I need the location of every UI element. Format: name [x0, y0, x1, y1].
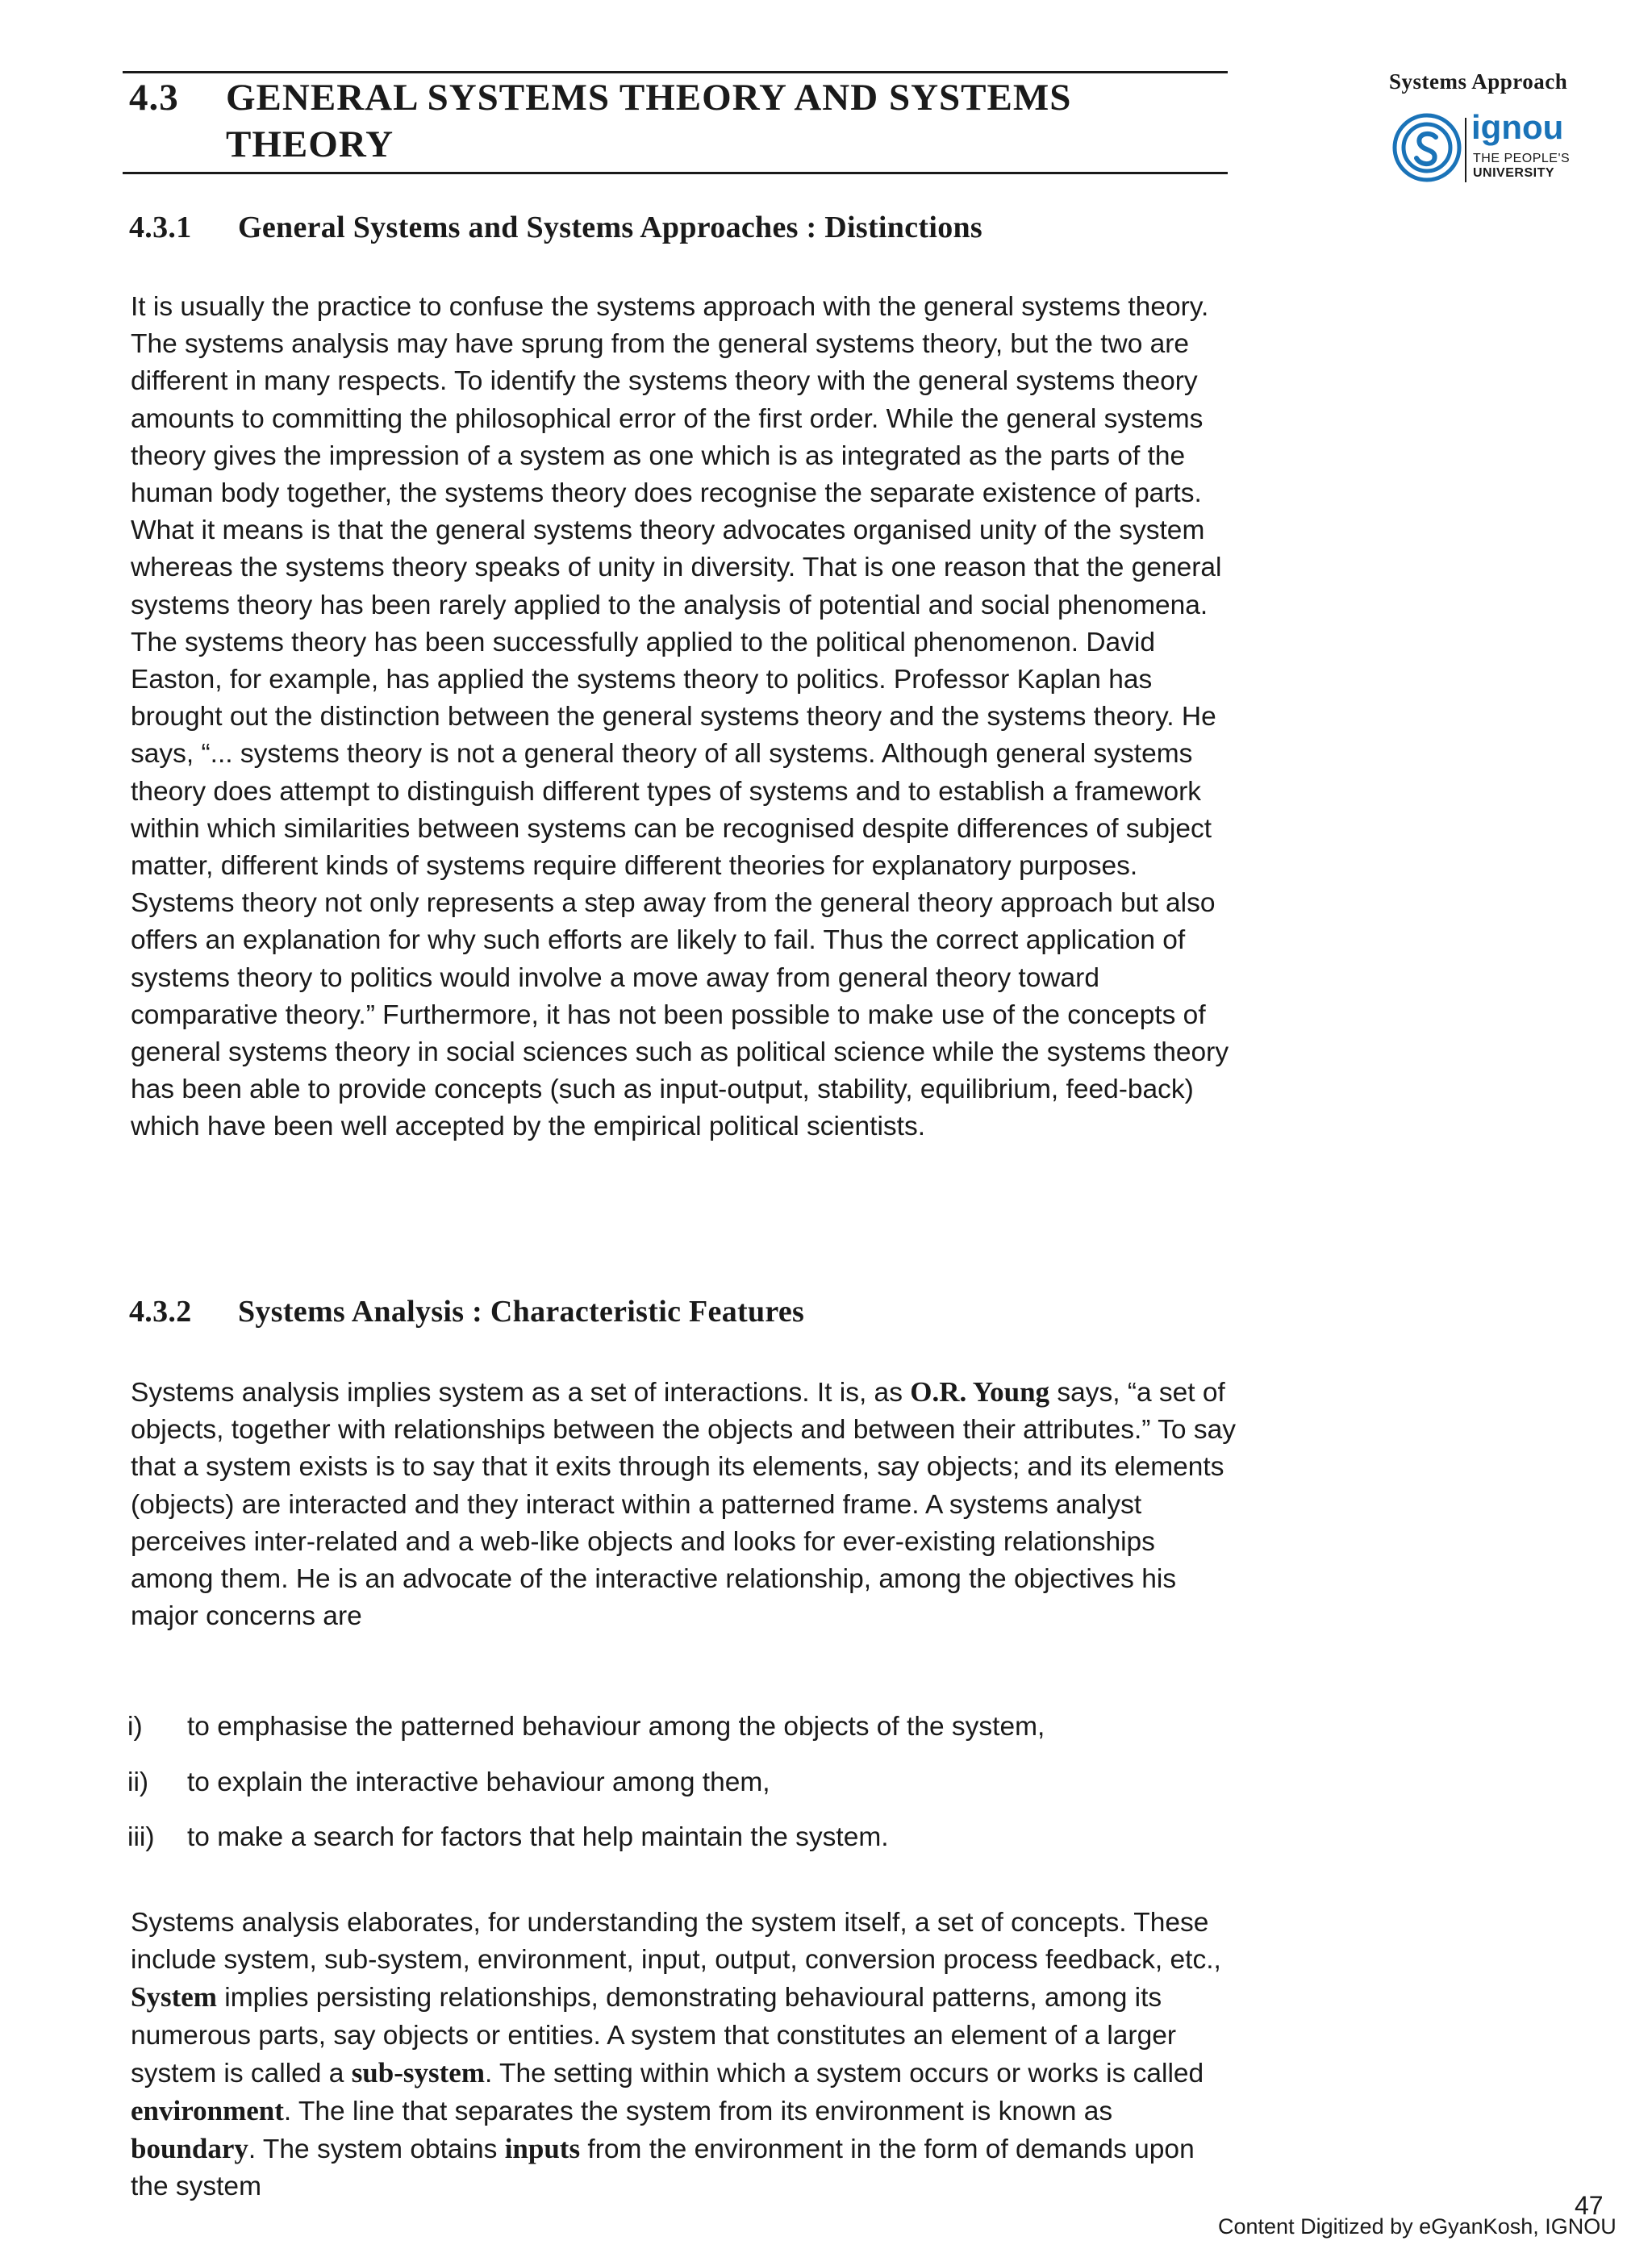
logo-divider: [1465, 118, 1466, 182]
section-title: General Systems and Systems Approaches : Distinctions: [238, 211, 983, 244]
list-item: [127, 1764, 1241, 1820]
bold-term: O.R. Young: [910, 1376, 1050, 1408]
list-item: [127, 1709, 1241, 1764]
section-heading-4-3-2: [129, 1294, 804, 1329]
logo-tagline-1: THE PEOPLE'S: [1473, 152, 1571, 165]
chapter-heading: [129, 74, 1242, 168]
bold-term: inputs: [504, 2133, 581, 2165]
text-run: Systems analysis implies system as a set of interactions. It is, as: [131, 1378, 911, 1408]
bold-term: System: [131, 1981, 217, 2013]
list-marker: iii): [127, 1822, 155, 1852]
page-number: 47: [1575, 2191, 1604, 2220]
ignou-emblem-icon: [1392, 113, 1462, 182]
logo-tagline-2: UNIVERSITY: [1473, 166, 1555, 180]
text-run: from the environment in the form of demands upon the system: [131, 2134, 1195, 2202]
list-item: [127, 1819, 1241, 1875]
ignou-logo: [1392, 108, 1594, 186]
section-number: 4.3.1: [129, 211, 192, 244]
bold-term: boundary: [131, 2133, 248, 2165]
text-run: . The system obtains: [248, 2134, 505, 2165]
section-number: 4.3.2: [129, 1295, 192, 1329]
section-2-paragraph-1: [131, 1374, 1236, 1635]
text-run: Systems analysis elaborates, for understanding the system itself, a set of concepts. These include system, sub-system, environment, input, output, conversion process feedback, etc.,: [131, 1908, 1221, 1976]
list-marker: ii): [127, 1767, 149, 1797]
heading-top-rule: [123, 71, 1228, 73]
text-run: says, “a set of objects, together with relationships between the objects and between their attributes.” To say that a system exists is to say that it exits through its elements, say objects; and its elements (objects) are interacted and they interact within a patterned frame. A systems analyst perceives inter-related and a web-like objects and looks for ever-existing relationships among them. He is an advocate of the interactive relationship, among the objectives his major concerns are: [131, 1378, 1236, 1632]
list-text: to explain the interactive behaviour among them,: [187, 1767, 770, 1797]
logo-wordmark: ignou: [1471, 108, 1564, 146]
concerns-list: [127, 1709, 1241, 1875]
text-run: . The line that separates the system from its environment is known as: [283, 2097, 1113, 2127]
list-marker: i): [127, 1712, 143, 1742]
text-run: . The setting within which a system occurs or works is called: [484, 2058, 1204, 2089]
bold-term: environment: [131, 2095, 284, 2127]
heading-number: 4.3: [129, 77, 179, 119]
heading-line-2: THEORY: [226, 123, 394, 165]
section-title: Systems Analysis : Characteristic Features: [238, 1295, 805, 1329]
heading-line-1: GENERAL SYSTEMS THEORY AND SYSTEMS: [226, 77, 1072, 119]
list-text: to emphasise the patterned behaviour among the objects of the system,: [187, 1712, 1045, 1742]
heading-bottom-rule: [123, 172, 1228, 174]
section-1-paragraph: It is usually the practice to confuse the systems approach with the general systems theory. The systems analysis may have sprung from the general systems theory, but the two are different in many respects. To identify the systems theory with the general systems theory amounts to committing the philosophical error of the first order. While the general systems theory gives the impression of a system as one which is as integrated as the parts of the human body together, the systems theory does recognise the separate existence of parts. What it means is that the general systems theory advocates organised unity of the system whereas the systems theory speaks of unity in diversity. That is one reason that the general systems theory has been rarely applied to the analysis of potential and social phenomena. The systems theory has been successfully applied to the political phenomenon. David Easton, for example, has applied the systems theory to politics. Professor Kaplan has brought out the distinction between the general systems theory and the systems theory. He says, “... systems theory is not a general theory of all systems. Although general systems theory does attempt to distinguish different types of systems and to establish a framework within which similarities between systems can be recognised despite differences of subject matter, different kinds of systems require different theories for explanatory purposes. Systems theory not only represents a step away from the general theory approach but also offers an explanation for why such efforts are likely to fail. Thus the correct application of systems theory to politics would involve a move away from general theory toward comparative theory.” Furthermore, it has not been possible to make use of the concepts of general systems theory in social sciences such as political science while the systems theory has been able to provide concepts (such as input-output, stability, equilibrium, feed-back) which have been well accepted by the empirical political scientists.: [131, 292, 1229, 1142]
bold-term: sub-system: [351, 2056, 485, 2089]
running-head: Systems Approach: [1389, 69, 1568, 94]
text-run: implies persisting relationships, demonstrating behavioural patterns, among its numerous parts, say objects or entities. A system that constitutes an element of a larger system is called a: [131, 1983, 1176, 2089]
section-2-paragraph-2: [131, 1905, 1236, 2206]
digitization-footer: Content Digitized by eGyanKosh, IGNOU: [1218, 2214, 1617, 2239]
section-heading-4-3-1: [129, 210, 982, 245]
list-text: to make a search for factors that help maintain the system.: [187, 1822, 889, 1852]
